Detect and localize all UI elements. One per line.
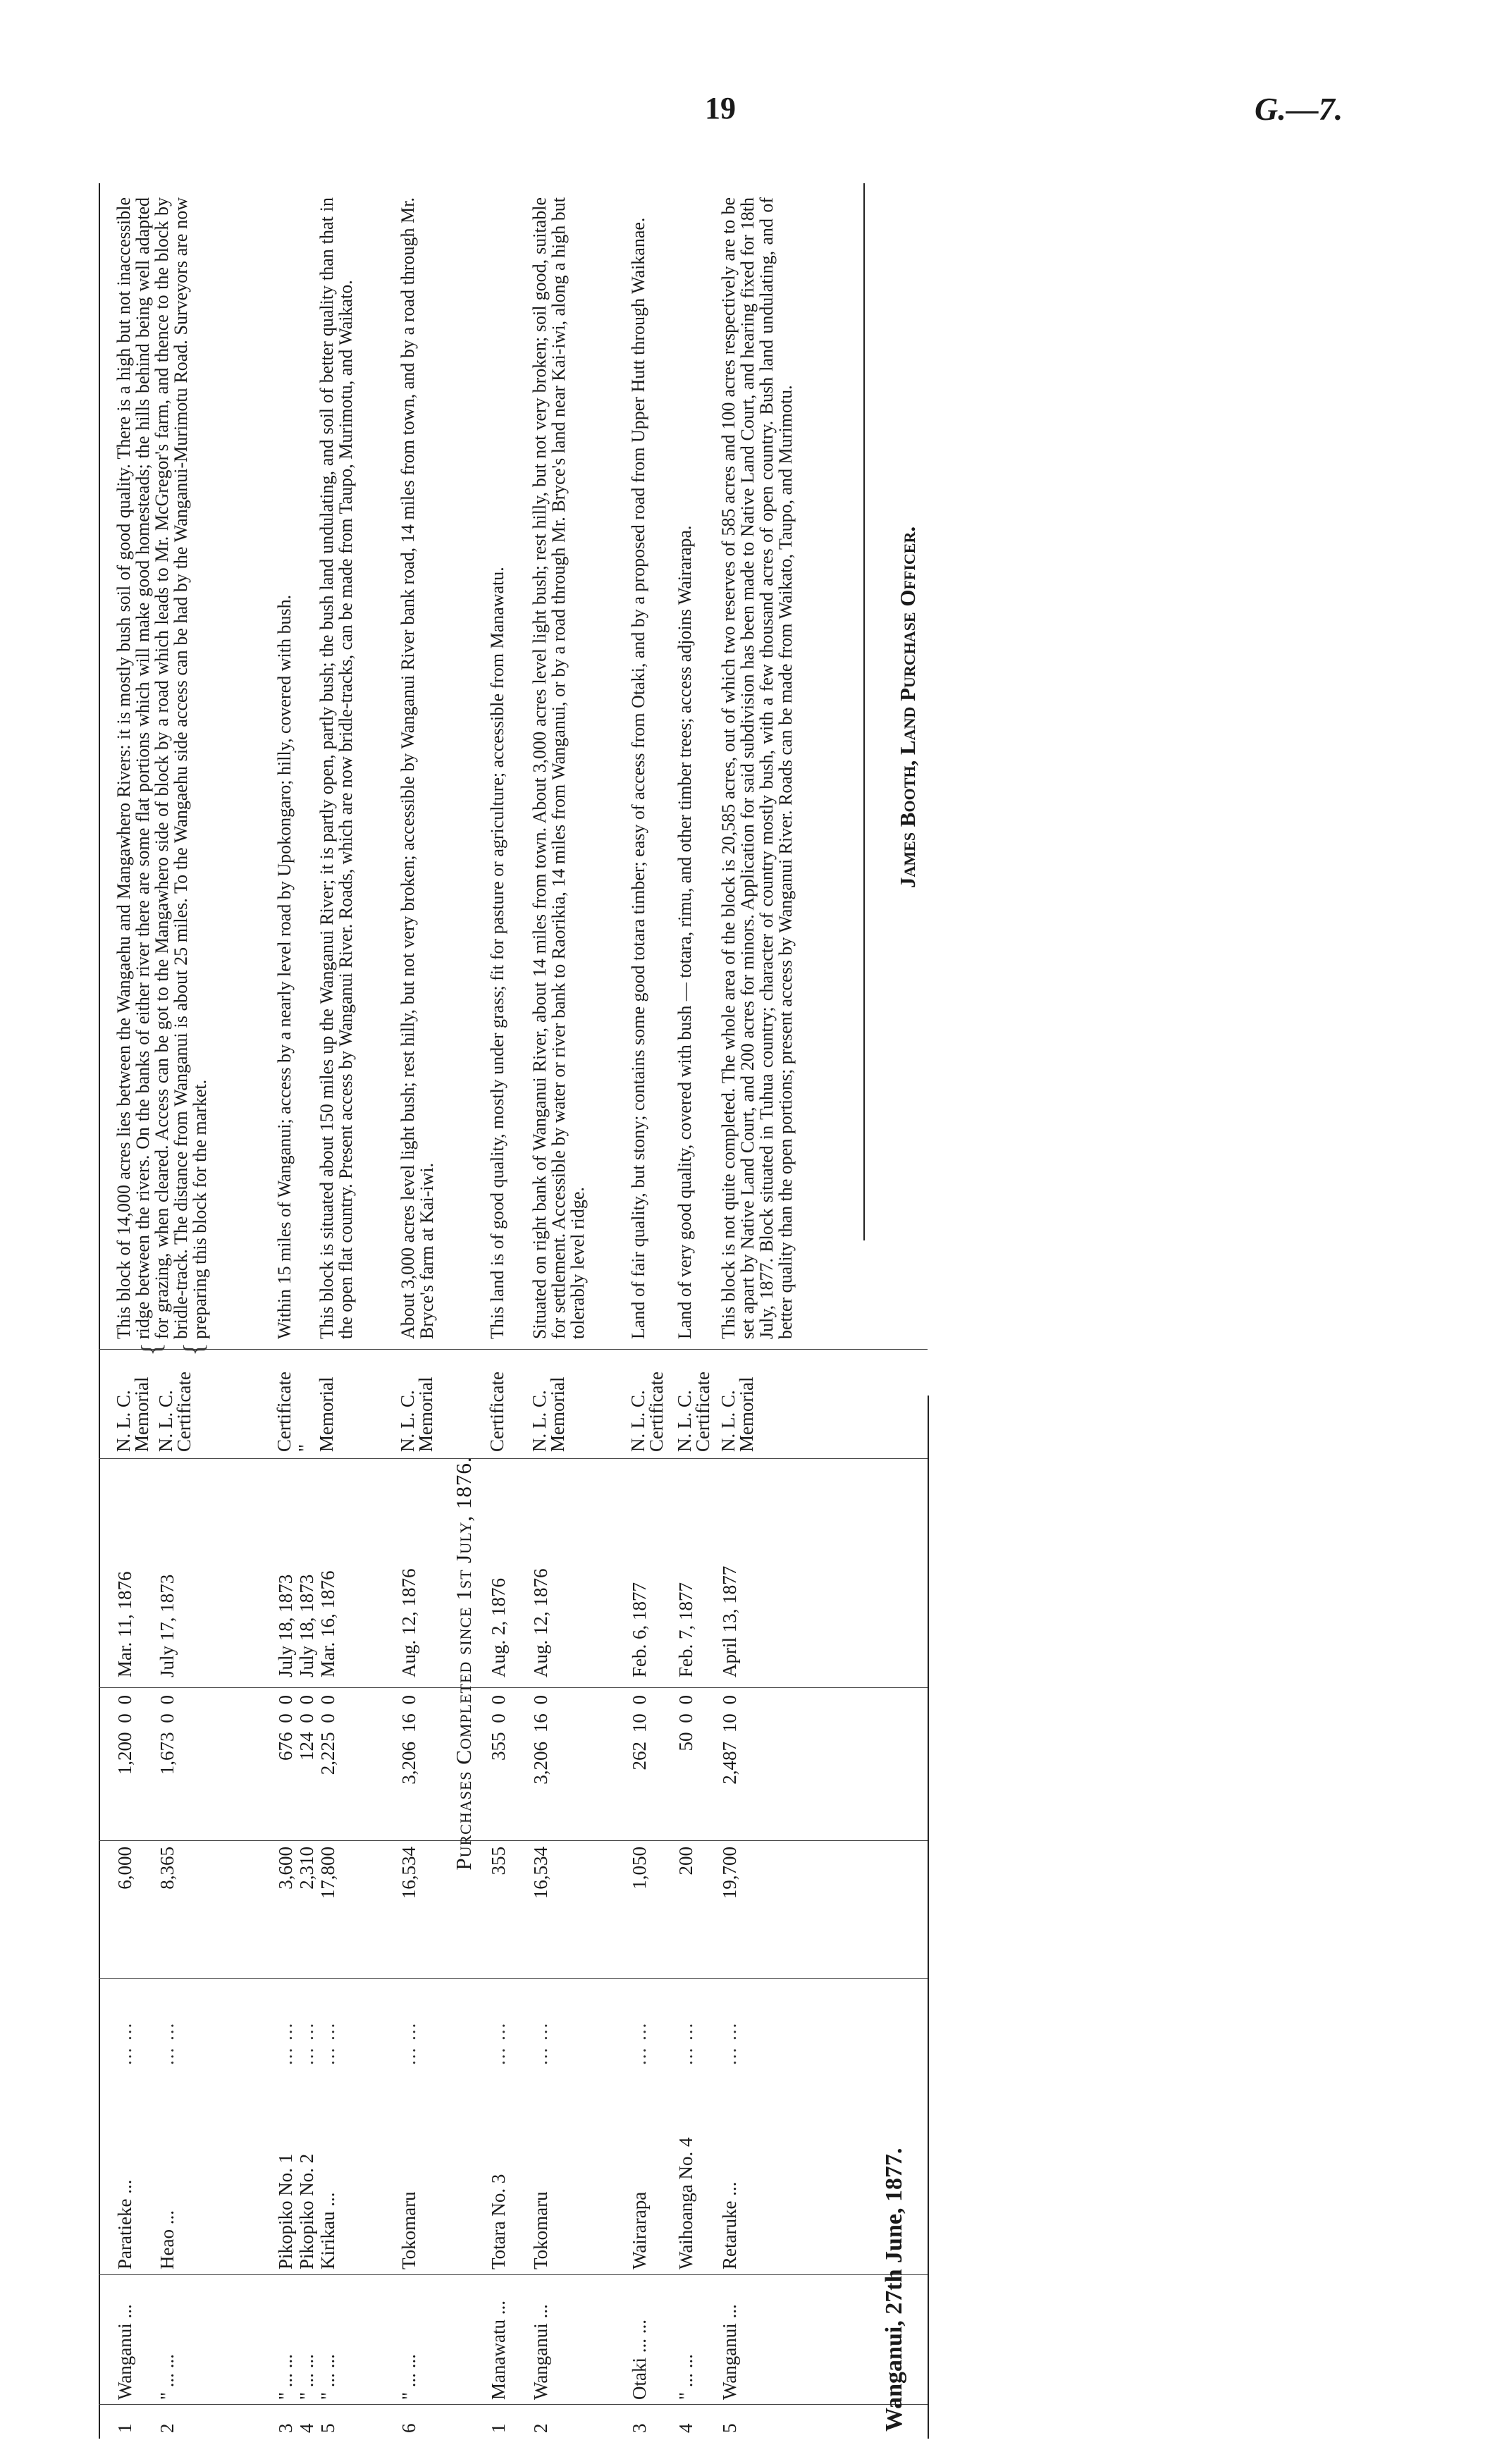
document-code: G.—7.: [1255, 91, 1343, 127]
district: Wanganui ...: [530, 2304, 551, 2400]
block-name: Retaruke ...: [719, 2181, 740, 2269]
rotated-table: [99, 183, 973, 2439]
title-type: N. L. C. Memorial: [529, 1376, 568, 1452]
section-heading: Purchases Completed since 1st July, 1876.: [451, 1456, 476, 1871]
title-type: Certificate: [273, 1372, 295, 1452]
bottom-rule: [928, 1396, 929, 2439]
title-type: N. L. C. Memorial: [397, 1376, 436, 1452]
area: 200: [675, 1847, 696, 1875]
district: Wanganui ...: [114, 2304, 135, 2400]
price: 2,487 10 0: [719, 1695, 740, 1785]
row-number: 1: [114, 2423, 135, 2433]
col-rule: [99, 1978, 928, 1979]
area: 355: [488, 1847, 509, 1875]
row-number: 2: [530, 2423, 551, 2433]
date: July 17, 1873: [156, 1574, 178, 1677]
price: 355 0 0: [488, 1695, 509, 1761]
date: Aug. 12, 1876: [530, 1568, 551, 1677]
leader-dots: ... ...: [488, 2021, 509, 2065]
remarks: Land of fair quality, but stony; contains some good totara timber; easy of access from Otaki, and by a proposed road from Upper Hutt through Waikanae.: [628, 217, 648, 1339]
area: 6,000: [114, 1847, 135, 1890]
date: July 18, 1873: [275, 1574, 296, 1677]
row-number: 2: [156, 2423, 178, 2433]
remarks: About 3,000 acres level light bush; rest hilly, but not very broken; accessible by Wanganui River bank road, 14 miles from town, and by a road through Mr. Bryce's farm at Kai-iwi.: [398, 197, 437, 1339]
signature-rule: [863, 183, 865, 1240]
area: 8,365: [156, 1847, 178, 1890]
block-name: Pikopiko No. 1: [275, 2153, 296, 2269]
date: Feb. 6, 1877: [629, 1582, 650, 1677]
col-rule: [99, 1349, 928, 1350]
price: 1,200 0 0: [114, 1695, 135, 1775]
title-type: Memorial: [316, 1376, 337, 1452]
leader-dots: ... ...: [629, 2021, 650, 2065]
remarks: Situated on right bank of Wanganui River, about 14 miles from town. About 3,000 acres level light bush; rest hilly, but not very broken; soil good, suitable for settlement. Accessible by water or river bank to Raorikia, 14 miles from Wanganui, or by a road through Mr. Bryce's land near Kai-iwi, along a high but tolerably level ridge.: [529, 197, 588, 1339]
area: 19,700: [719, 1847, 740, 1899]
date: Mar. 11, 1876: [114, 1571, 135, 1677]
leader-dots: ... ...: [675, 2021, 696, 2065]
district: " ... ...: [398, 2353, 419, 2400]
leader-dots: ... ...: [719, 2021, 740, 2065]
place-date: Wanganui, 27th June, 1877.: [881, 2148, 907, 2432]
leader-dots: ... ...: [275, 2021, 296, 2065]
date: Aug. 2, 1876: [488, 1578, 509, 1677]
price: 3,206 16 0: [530, 1695, 551, 1785]
date: July 18, 1873: [296, 1574, 317, 1677]
title-type: N. L. C. Certificate: [155, 1372, 195, 1452]
area: 17,800: [317, 1847, 338, 1899]
row-number: 6: [398, 2423, 419, 2433]
date: April 13, 1877: [719, 1565, 740, 1677]
date: Feb. 7, 1877: [675, 1582, 696, 1677]
block-name: Totara No. 3: [488, 2174, 509, 2269]
leader-dots: ... ...: [530, 2021, 551, 2065]
col-rule: [99, 1840, 928, 1841]
district: Manawatu ...: [488, 2300, 509, 2400]
block-name: Pikopiko No. 2: [296, 2153, 317, 2269]
title-type: ": [295, 1443, 316, 1452]
area: 16,534: [530, 1847, 551, 1899]
block-name: Kirikau ...: [317, 2192, 338, 2269]
district: " ... ...: [675, 2353, 696, 2400]
block-name: Paratieke ...: [114, 2179, 135, 2269]
title-type: N. L. C. Memorial: [718, 1376, 757, 1452]
table-top-rule: [99, 183, 100, 2439]
col-rule: [99, 1687, 928, 1688]
district: Otaki ... ...: [629, 2320, 650, 2400]
row-number: 4: [296, 2423, 317, 2433]
district: " ... ...: [317, 2353, 338, 2400]
title-type: N. L. C. Certificate: [674, 1372, 713, 1452]
price: 2,225 0 0: [317, 1695, 338, 1775]
row-number: 4: [675, 2423, 696, 2433]
area: 2,310: [296, 1847, 317, 1890]
remarks: This block is situated about 150 miles up the Wanganui River; it is partly open, partly bush; the bush land undulating, and soil of better quality than that in the open flat country. Present access by Wanganui River. Roads, which are now bridle-tracks, can be made from Taupo, Murimotu, and Waikato.: [316, 197, 356, 1339]
block-name: Waihoanga No. 4: [675, 2137, 696, 2269]
block-name: Wairarapa: [629, 2191, 650, 2269]
title-type: Certificate: [486, 1372, 507, 1452]
col-rule: [99, 2274, 928, 2275]
price: 50 0 0: [675, 1695, 696, 1751]
district: Wanganui ...: [719, 2304, 740, 2400]
district: " ... ...: [156, 2353, 178, 2400]
col-rule: [99, 2404, 928, 2405]
title-type: N. L. C. Certificate: [627, 1372, 667, 1452]
signature: James Booth, Land Purchase Officer.: [895, 526, 920, 888]
leader-dots: ... ...: [317, 2021, 338, 2065]
date: Aug. 12, 1876: [398, 1568, 419, 1677]
leader-dots: ... ...: [296, 2021, 317, 2065]
price: 1,673 0 0: [156, 1695, 178, 1775]
remarks: This block of 14,000 acres lies between the Wangaehu and Mangawhero Rivers: it is mostly bush soil of good quality. There is a high but not inaccessible ridge between the rivers. On the banks of either river there are some flat portions which will make good homesteads; the hills behind being well adapted for grazing, when cleared. Access can be got to the Mangawhero side of block by a road which leads to Mr. McGregor's farm, and thence to the block by bridle-track. The distance from Wanganui is about 25 miles. To the Wangaehu side access can be had by the Wanganui-Murimotu Road. Surveyors are now preparing this block for the market.: [113, 197, 210, 1339]
block-name: Heao ...: [156, 2210, 178, 2269]
leader-dots: ... ...: [156, 2021, 178, 2065]
price: 262 10 0: [629, 1695, 650, 1770]
row-number: 5: [719, 2423, 740, 2433]
price: 676 0 0: [275, 1695, 296, 1761]
brace-mark: {: [178, 1342, 209, 1356]
row-number: 3: [275, 2423, 296, 2433]
remarks: Within 15 miles of Wanganui; access by a nearly level road by Upokongaro; hilly, covered with bush.: [274, 594, 295, 1339]
remarks: This block is not quite completed. The whole area of the block is 20,585 acres, out of which two reserves of 585 acres and 100 acres respectively are to be set apart by Native Land Court, and 200 acres for minors. Application for said subdivision has been made to Native Land Court, and hearing fixed for 18th July, 1877. Block situated in Tuhua country; character of country mostly bush, with a few thousand acres of open country. Bush land undulating, and of better quality than the open portions; present access by Wanganui River. Roads can be made from Waikato, Taupo, and Murimotu.: [718, 197, 796, 1339]
leader-dots: ... ...: [114, 2021, 135, 2065]
block-name: Tokomaru: [530, 2191, 551, 2269]
district: " ... ...: [275, 2353, 296, 2400]
date: Mar. 16, 1876: [317, 1570, 338, 1677]
col-rule: [99, 1458, 928, 1459]
area: 16,534: [398, 1847, 419, 1899]
remarks: Land of very good quality, covered with bush — totara, rimu, and other timber trees; access adjoins Wairarapa.: [675, 525, 695, 1339]
remarks: This land is of good quality, mostly under grass; fit for pasture or agriculture; accessible from Manawatu.: [487, 567, 507, 1339]
district: " ... ...: [296, 2353, 317, 2400]
area: 3,600: [275, 1847, 296, 1890]
leader-dots: ... ...: [398, 2021, 419, 2065]
block-name: Tokomaru: [398, 2191, 419, 2269]
page-number: 19: [705, 91, 736, 125]
row-number: 5: [317, 2423, 338, 2433]
row-number: 1: [488, 2423, 509, 2433]
brace-mark: {: [135, 1342, 167, 1356]
title-type: N. L. C. Memorial: [113, 1376, 152, 1452]
area: 1,050: [629, 1847, 650, 1890]
row-number: 3: [629, 2423, 650, 2433]
price: 3,206 16 0: [398, 1695, 419, 1785]
price: 124 0 0: [296, 1695, 317, 1761]
